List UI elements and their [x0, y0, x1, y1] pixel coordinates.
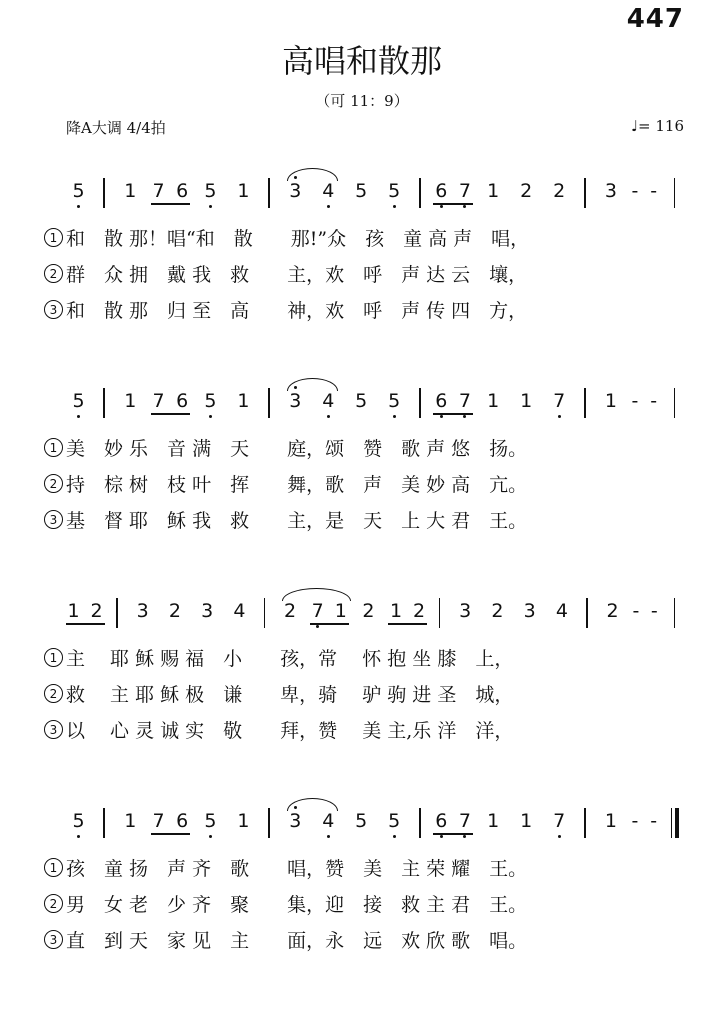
verse-number: 1 [44, 648, 63, 667]
verse-number: 3 [44, 300, 63, 319]
note: 5 [355, 180, 368, 202]
low-octave-dot [327, 205, 330, 208]
note: 3 [289, 810, 302, 832]
note: 6 [435, 390, 448, 412]
note: 1 [67, 600, 80, 622]
note: 5 [388, 390, 401, 412]
note: 4 [322, 810, 335, 832]
bar-line [584, 808, 586, 838]
lyric-line [0, 890, 724, 920]
note: 7 [152, 810, 165, 832]
note: 6 [176, 810, 189, 832]
note: 3 [289, 180, 302, 202]
bar-line [419, 808, 421, 838]
note: 2 [606, 600, 619, 622]
lyric-line [0, 716, 724, 746]
slur [287, 168, 338, 181]
note: 1 [124, 390, 137, 412]
low-octave-dot [393, 205, 396, 208]
bar-line [268, 808, 270, 838]
lyric-line [0, 644, 724, 674]
low-octave-dot [77, 205, 80, 208]
eighth-beam [151, 833, 191, 835]
bar-line [103, 178, 105, 208]
bar-line [674, 388, 676, 418]
hold-dash: - [632, 600, 640, 622]
note: 2 [362, 600, 375, 622]
note: 7 [458, 390, 471, 412]
note: 2 [168, 600, 181, 622]
note: 4 [322, 180, 335, 202]
note: 5 [204, 810, 217, 832]
note: 7 [458, 180, 471, 202]
note: 1 [237, 810, 250, 832]
bar-line [419, 178, 421, 208]
hymn-number: 447 [626, 4, 684, 34]
verse-text: 群 众 拥 戴 我 救 主，欢 呼 声 达 云 壤， [66, 264, 528, 286]
melody-row [0, 382, 724, 422]
low-octave-dot [440, 415, 443, 418]
eighth-beam [310, 623, 349, 625]
low-octave-dot [327, 415, 330, 418]
note: 1 [124, 180, 137, 202]
note: 7 [458, 810, 471, 832]
bar-line [264, 598, 266, 628]
bar-line [419, 388, 421, 418]
bar-line [674, 178, 676, 208]
note: 3 [136, 600, 149, 622]
verse-text: 和 散 那 归 至 高 神，欢 呼 声 传 四 方， [66, 300, 528, 322]
note: 1 [604, 390, 617, 412]
melody-row [0, 802, 724, 842]
note: 1 [334, 600, 347, 622]
note: 6 [176, 390, 189, 412]
low-octave-dot [209, 205, 212, 208]
low-octave-dot [316, 625, 319, 628]
verse-number: 3 [44, 720, 63, 739]
hold-dash: - [650, 810, 658, 832]
note: 1 [520, 390, 533, 412]
lyric-line [0, 854, 724, 884]
verse-text: 救 主 耶 稣 极 谦 卑，骑 驴 驹 进 圣 城， [66, 684, 514, 706]
note: 5 [72, 810, 85, 832]
verse-text: 和 散 那！唱“和 散 那!”众 孩 童 高 声 唱， [66, 228, 530, 250]
note: 1 [237, 390, 250, 412]
note: 3 [523, 600, 536, 622]
note: 2 [491, 600, 504, 622]
slur [287, 378, 338, 391]
verse-number: 2 [44, 264, 63, 283]
low-octave-dot [558, 415, 561, 418]
note: 1 [520, 810, 533, 832]
note: 7 [553, 390, 566, 412]
low-octave-dot [463, 205, 466, 208]
note: 5 [204, 390, 217, 412]
eighth-beam [433, 833, 473, 835]
note: 5 [72, 390, 85, 412]
verse-number: 3 [44, 930, 63, 949]
hold-dash: - [631, 180, 639, 202]
eighth-beam [388, 623, 427, 625]
melody-row [0, 172, 724, 212]
lyric-line [0, 470, 724, 500]
bar-line [268, 388, 270, 418]
key-signature: 降A大调 4/4拍 [66, 119, 166, 137]
note: 2 [284, 600, 297, 622]
bar-line [584, 388, 586, 418]
lyric-line [0, 926, 724, 956]
eighth-beam [151, 413, 191, 415]
lyric-line [0, 434, 724, 464]
note: 5 [355, 810, 368, 832]
note: 7 [152, 390, 165, 412]
verse-text: 以 心 灵 诚 实 敬 拜，赞 美 主,乐 洋 洋， [66, 720, 514, 742]
verse-text: 美 妙 乐 音 满 天 庭，颂 赞 歌 声 悠 扬。 [66, 438, 528, 460]
note: 1 [124, 810, 137, 832]
lyric-line [0, 260, 724, 290]
bar-line [586, 598, 588, 628]
lyric-line [0, 224, 724, 254]
scripture-reference: （可 11：9） [315, 92, 409, 110]
hold-dash: - [631, 390, 639, 412]
slur [287, 798, 338, 811]
bar-line [584, 178, 586, 208]
low-octave-dot [393, 415, 396, 418]
verse-number: 1 [44, 858, 63, 877]
note: 5 [204, 180, 217, 202]
final-bar-line [671, 808, 679, 838]
low-octave-dot [463, 835, 466, 838]
note: 5 [388, 810, 401, 832]
note: 7 [311, 600, 324, 622]
verse-number: 2 [44, 894, 63, 913]
tempo-value: = 116 [638, 117, 684, 135]
quarter-note-icon: ♩ [630, 117, 639, 135]
low-octave-dot [393, 835, 396, 838]
melody-row [0, 592, 724, 632]
note: 4 [233, 600, 246, 622]
verse-number: 2 [44, 474, 63, 493]
note: 5 [355, 390, 368, 412]
note: 3 [604, 180, 617, 202]
verse-text: 男 女 老 少 齐 聚 集，迎 接 救 主 君 王。 [66, 894, 528, 916]
low-octave-dot [77, 415, 80, 418]
bar-line [116, 598, 118, 628]
hold-dash: - [650, 600, 658, 622]
note: 1 [389, 600, 403, 622]
note: 1 [487, 810, 500, 832]
lyric-line [0, 506, 724, 536]
hold-dash: - [650, 390, 658, 412]
verse-text: 直 到 天 家 见 主 面，永 远 欢 欣 歌 唱。 [66, 930, 528, 952]
hymn-title: 高唱和散那 [281, 42, 442, 80]
low-octave-dot [558, 835, 561, 838]
verse-number: 2 [44, 684, 63, 703]
eighth-beam [433, 413, 473, 415]
note: 7 [553, 810, 566, 832]
verse-number: 3 [44, 510, 63, 529]
eighth-beam [151, 203, 191, 205]
verse-text: 孩 童 扬 声 齐 歌 唱，赞 美 主 荣 耀 王。 [66, 858, 528, 880]
bar-line [674, 598, 676, 628]
note: 4 [555, 600, 568, 622]
bar-line [439, 598, 441, 628]
note: 2 [413, 600, 426, 622]
hold-dash: - [650, 180, 658, 202]
verse-number: 1 [44, 228, 63, 247]
low-octave-dot [209, 415, 212, 418]
low-octave-dot [77, 835, 80, 838]
lyric-line [0, 296, 724, 326]
slur [282, 588, 351, 601]
bar-line [103, 388, 105, 418]
note: 2 [90, 600, 103, 622]
bar-line [103, 808, 105, 838]
hold-dash: - [631, 810, 639, 832]
bar-line [268, 178, 270, 208]
note: 7 [152, 180, 165, 202]
note: 2 [520, 180, 533, 202]
note: 3 [289, 390, 302, 412]
note: 5 [72, 180, 85, 202]
eighth-beam [66, 623, 105, 625]
low-octave-dot [440, 205, 443, 208]
low-octave-dot [440, 835, 443, 838]
low-octave-dot [327, 835, 330, 838]
verse-text: 基 督 耶 稣 我 救 主，是 天 上 大 君 王。 [66, 510, 528, 532]
lyric-line [0, 680, 724, 710]
note: 5 [388, 180, 401, 202]
tempo-marking [631, 117, 684, 135]
verse-number: 1 [44, 438, 63, 457]
note: 1 [237, 180, 250, 202]
note: 6 [435, 810, 448, 832]
low-octave-dot [463, 415, 466, 418]
low-octave-dot [209, 835, 212, 838]
note: 1 [604, 810, 617, 832]
note: 1 [487, 390, 500, 412]
note: 6 [435, 180, 448, 202]
note: 2 [553, 180, 566, 202]
verse-text: 主 耶 稣 赐 福 小 孩，常 怀 抱 坐 膝 上， [66, 648, 514, 670]
verse-text: 持 棕 树 枝 叶 挥 舞，歌 声 美 妙 高 亢。 [66, 474, 528, 496]
note: 3 [459, 600, 472, 622]
note: 1 [487, 180, 500, 202]
note: 3 [201, 600, 214, 622]
note: 6 [176, 180, 189, 202]
note: 4 [322, 390, 335, 412]
eighth-beam [433, 203, 473, 205]
